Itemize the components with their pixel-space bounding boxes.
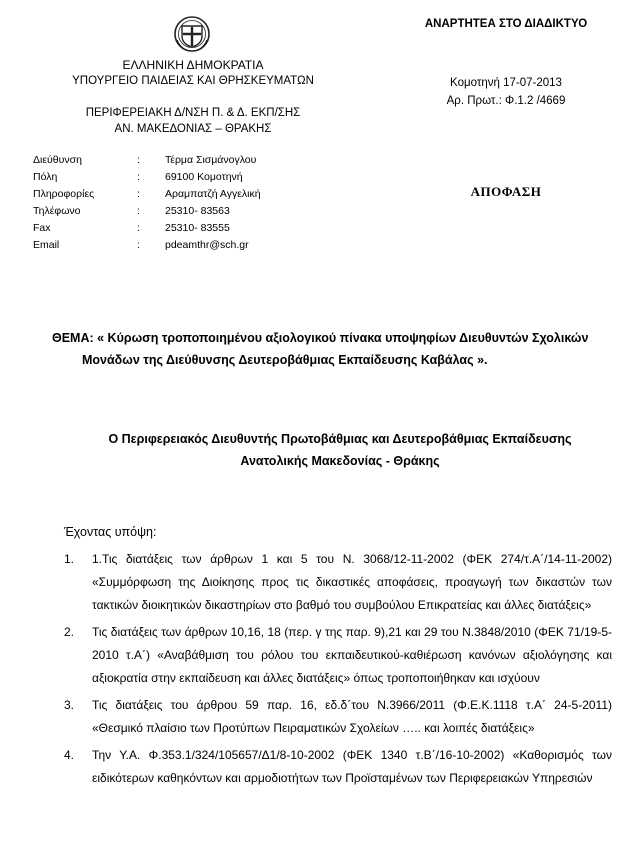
list-item-number: 2. [64,625,75,639]
list-item [64,621,612,690]
director-heading [40,428,640,472]
director-line-1: Ο Περιφερειακός Διευθυντής Πρωτοβάθμιας και Δευτεροβάθμιας Εκπαίδευσης [108,432,572,446]
post-online-label: ΑΝΑΡΤΗΤΕΑ ΣΤΟ ΔΙΑΔΙΚΤΥΟ [424,18,588,30]
contact-email-link[interactable]: pdeamthr@sch.gr [165,239,249,251]
list-item-number: 3. [64,698,75,712]
contact-colon: : [137,239,140,251]
list-item [64,744,612,790]
director-line-2: Ανατολικής Μακεδονίας - Θράκης [240,454,440,468]
header-region: ΑΝ. ΜΑΚΕΔΟΝΙΑΣ – ΘΡΑΚΗΣ [114,123,272,135]
considerations-list [64,548,612,794]
subject-line-1: ΘΕΜΑ: « Κύρωση τροποποιημένου αξιολογικού πίνακα υποψηφίων Διευθυντών Σχολικών [52,331,589,345]
contact-colon: : [137,171,140,183]
contact-row-city [33,171,261,188]
subject-line-2: Μονάδων της Διεύθυνσης Δευτεροβάθμιας Εκπαίδευσης Καβάλας ». [82,353,488,367]
document-date: Κομοτηνή 17-07-2013 [450,77,562,89]
considering-label: Έχοντας υπόψη: [64,525,157,539]
list-item-text: Την Υ.Α. Φ.353.1/324/105657/Δ1/8-10-2002 (ΦΕΚ 1340 τ.Β΄/16-10-2002) «Καθορισμός των ειδικότερων καθηκόντων και αρμοδιοτήτων των Προϊσταμένων των Περιφερειακών Υπηρεσιών [92,748,612,785]
header-ministry: ΥΠΟΥΡΓΕΙΟ ΠΑΙΔΕΙΑΣ ΚΑΙ ΘΡΗΣΚΕΥΜΑΤΩΝ [72,75,314,87]
contact-label: Email [33,239,60,251]
contact-value: Τέρμα Σισμάνογλου [165,154,257,166]
decision-title: ΑΠΟΦΑΣΗ [470,184,542,199]
header-regional-directorate: ΠΕΡΙΦΕΡΕΙΑΚΗ Δ/ΝΣΗ Π. & Δ. ΕΚΠ/ΣΗΣ [85,107,301,119]
contact-value: 25310- 83563 [165,205,230,217]
contact-value: Αραμπατζή Αγγελική [165,188,261,200]
contact-colon: : [137,205,140,217]
greek-emblem-icon [172,14,212,54]
subject-heading [52,327,612,371]
contact-colon: : [137,188,140,200]
contact-row-info [33,188,261,205]
list-item-text: Τις διατάξεις των άρθρων 10,16, 18 (περ. γ της παρ. 9),21 και 29 του Ν.3848/2010 (ΦΕΚ 71/19-5-2010 τ.Α΄) «Αναβάθμιση του ρόλου του εκπαιδευτικού-καθιέρωση κανόνων αξιολόγησης και αξιοκρατία στην εκπαίδευση και άλλες διατάξεις» όπως τροποποιήθηκαν και ισχύουν [92,625,612,685]
contact-colon: : [137,154,140,166]
header-republic: ΕΛΛΗΝΙΚΗ ΔΗΜΟΚΡΑΤΙΑ [122,58,264,72]
contact-label: Διεύθυνση [33,154,82,166]
contact-colon: : [137,222,140,234]
list-item-text: 1.Τις διατάξεις των άρθρων 1 και 5 του Ν. 3068/12-11-2002 (ΦΕΚ 274/τ.Α΄/14-11-2002) «Συμμόρφωση της Διοίκησης προς τις δικαστικές αποφάσεις, προαγωγή των δικαστών των τακτικών διοικητικών δικαστηρίων στο βαθμό του συμβούλου Επικρατείας και άλλες διατάξεις» [92,552,612,612]
contact-label: Τηλέφωνο [33,205,81,217]
contact-row-address [33,154,261,171]
contact-row-fax [33,222,261,239]
contact-details [33,154,261,256]
list-item [64,548,612,617]
contact-row-phone [33,205,261,222]
list-item-number: 4. [64,748,75,762]
list-item [64,694,612,740]
contact-row-email [33,239,261,256]
list-item-number: 1. [64,552,75,566]
contact-value: 25310- 83555 [165,222,230,234]
protocol-number: Αρ. Πρωτ.: Φ.1.2 /4669 [446,95,566,107]
list-item-text: Τις διατάξεις του άρθρου 59 παρ. 16, εδ.δ΄του Ν.3966/2011 (Φ.Ε.Κ.1118 τ.Α΄ 24-5-2011) «Θεσμικό πλαίσιο των Προτύπων Πειραματικών Σχολείων ….. και λοιπές διατάξεις» [92,698,612,735]
contact-label: Πόλη [33,171,58,183]
contact-value: 69100 Κομοτηνή [165,171,243,183]
contact-label: Fax [33,222,51,234]
contact-label: Πληροφορίες [33,188,95,200]
